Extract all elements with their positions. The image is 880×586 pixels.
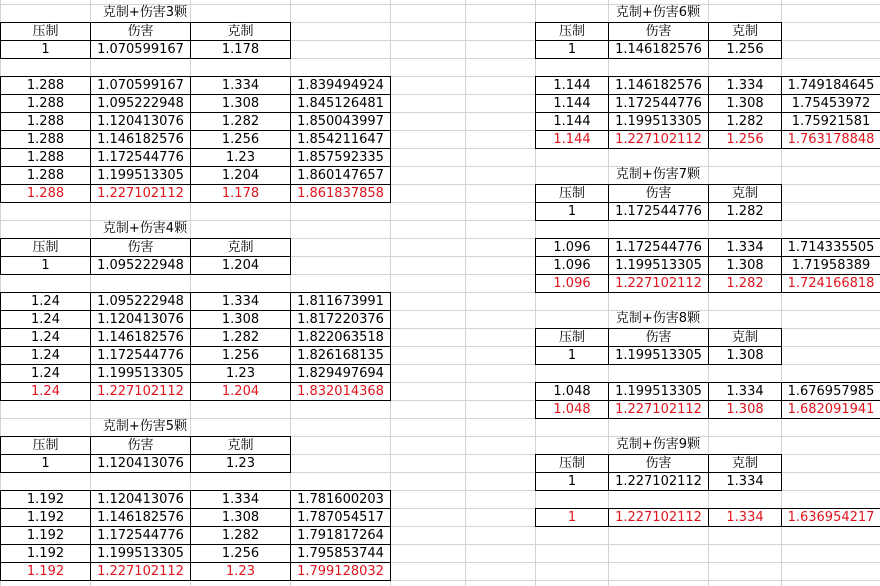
param-cell[interactable]: 1 bbox=[535, 472, 609, 491]
data-cell[interactable]: 1.724166818 bbox=[781, 274, 880, 293]
header-cell[interactable]: 克制 bbox=[190, 238, 291, 257]
data-cell[interactable]: 1.096 bbox=[535, 256, 609, 275]
data-cell[interactable]: 1.860147657 bbox=[290, 166, 391, 185]
data-cell[interactable]: 1.24 bbox=[0, 364, 91, 383]
data-cell[interactable]: 1.227102112 bbox=[90, 382, 191, 401]
data-cell[interactable]: 1.288 bbox=[0, 184, 91, 203]
data-cell[interactable]: 1.832014368 bbox=[290, 382, 391, 401]
param-cell[interactable]: 1.256 bbox=[708, 40, 782, 59]
data-cell[interactable]: 1.172544776 bbox=[608, 238, 709, 257]
data-cell[interactable]: 1.829497694 bbox=[290, 364, 391, 383]
data-cell[interactable]: 1.192 bbox=[0, 562, 91, 581]
param-cell[interactable]: 1.172544776 bbox=[608, 202, 709, 221]
data-cell[interactable]: 1.857592335 bbox=[290, 148, 391, 167]
data-cell[interactable]: 1.192 bbox=[0, 544, 91, 563]
data-cell[interactable]: 1.839494924 bbox=[290, 76, 391, 95]
section-title[interactable]: 克制+伤害8颗 bbox=[615, 311, 701, 326]
data-cell[interactable]: 1.676957985 bbox=[781, 382, 880, 401]
param-cell[interactable]: 1.146182576 bbox=[608, 40, 709, 59]
data-cell[interactable]: 1.144 bbox=[535, 76, 609, 95]
header-cell[interactable]: 伤害 bbox=[608, 184, 709, 203]
param-cell[interactable]: 1 bbox=[535, 202, 609, 221]
data-cell[interactable]: 1.799128032 bbox=[290, 562, 391, 581]
data-cell[interactable]: 1.172544776 bbox=[90, 346, 191, 365]
data-cell[interactable]: 1.096 bbox=[535, 274, 609, 293]
data-cell[interactable]: 1.334 bbox=[708, 508, 782, 527]
data-cell[interactable]: 1.199513305 bbox=[608, 112, 709, 131]
data-cell[interactable]: 1.288 bbox=[0, 130, 91, 149]
data-cell[interactable]: 1.845126481 bbox=[290, 94, 391, 113]
data-cell[interactable]: 1.308 bbox=[708, 94, 782, 113]
data-cell[interactable]: 1.227102112 bbox=[90, 562, 191, 581]
data-cell[interactable]: 1.227102112 bbox=[90, 184, 191, 203]
data-cell[interactable]: 1.199513305 bbox=[90, 166, 191, 185]
header-cell[interactable]: 克制 bbox=[708, 328, 782, 347]
data-cell[interactable]: 1.288 bbox=[0, 112, 91, 131]
data-cell[interactable]: 1.24 bbox=[0, 382, 91, 401]
header-cell[interactable]: 克制 bbox=[708, 184, 782, 203]
data-cell[interactable]: 1.75921581 bbox=[781, 112, 880, 131]
param-cell[interactable]: 1.334 bbox=[708, 472, 782, 491]
data-cell[interactable]: 1.23 bbox=[190, 562, 291, 581]
header-cell[interactable]: 压制 bbox=[535, 454, 609, 473]
data-cell[interactable]: 1.787054517 bbox=[290, 508, 391, 527]
data-cell[interactable]: 1.256 bbox=[708, 130, 782, 149]
data-cell[interactable]: 1.227102112 bbox=[608, 508, 709, 527]
header-cell[interactable]: 伤害 bbox=[90, 22, 191, 41]
data-cell[interactable]: 1.199513305 bbox=[90, 544, 191, 563]
data-cell[interactable]: 1.811673991 bbox=[290, 292, 391, 311]
data-cell[interactable]: 1.24 bbox=[0, 328, 91, 347]
header-cell[interactable]: 压制 bbox=[0, 22, 91, 41]
header-cell[interactable]: 克制 bbox=[190, 22, 291, 41]
data-cell[interactable]: 1.178 bbox=[190, 184, 291, 203]
data-cell[interactable]: 1.861837858 bbox=[290, 184, 391, 203]
data-cell[interactable]: 1.120413076 bbox=[90, 112, 191, 131]
data-cell[interactable]: 1.172544776 bbox=[90, 526, 191, 545]
data-cell[interactable]: 1.308 bbox=[190, 310, 291, 329]
data-cell[interactable]: 1.282 bbox=[190, 526, 291, 545]
data-cell[interactable]: 1.826168135 bbox=[290, 346, 391, 365]
data-cell[interactable]: 1.763178848 bbox=[781, 130, 880, 149]
param-cell[interactable]: 1.199513305 bbox=[608, 346, 709, 365]
data-cell[interactable]: 1.308 bbox=[190, 94, 291, 113]
section-title[interactable]: 克制+伤害4颗 bbox=[102, 221, 188, 236]
data-cell[interactable]: 1.070599167 bbox=[90, 76, 191, 95]
param-cell[interactable]: 1.23 bbox=[190, 454, 291, 473]
header-cell[interactable]: 伤害 bbox=[608, 328, 709, 347]
data-cell[interactable]: 1.204 bbox=[190, 382, 291, 401]
data-cell[interactable]: 1.172544776 bbox=[608, 94, 709, 113]
data-cell[interactable]: 1.282 bbox=[190, 328, 291, 347]
data-cell[interactable]: 1.791817264 bbox=[290, 526, 391, 545]
data-cell[interactable]: 1.096 bbox=[535, 238, 609, 257]
data-cell[interactable]: 1.854211647 bbox=[290, 130, 391, 149]
data-cell[interactable]: 1 bbox=[535, 508, 609, 527]
header-cell[interactable]: 压制 bbox=[0, 436, 91, 455]
data-cell[interactable]: 1.23 bbox=[190, 148, 291, 167]
param-cell[interactable]: 1.070599167 bbox=[90, 40, 191, 59]
data-cell[interactable]: 1.199513305 bbox=[608, 256, 709, 275]
data-cell[interactable]: 1.227102112 bbox=[608, 130, 709, 149]
data-cell[interactable]: 1.24 bbox=[0, 310, 91, 329]
data-cell[interactable]: 1.682091941 bbox=[781, 400, 880, 419]
data-cell[interactable]: 1.822063518 bbox=[290, 328, 391, 347]
data-cell[interactable]: 1.334 bbox=[190, 76, 291, 95]
section-title[interactable]: 克制+伤害5颗 bbox=[102, 419, 188, 434]
data-cell[interactable]: 1.192 bbox=[0, 526, 91, 545]
data-cell[interactable]: 1.636954217 bbox=[781, 508, 880, 527]
data-cell[interactable]: 1.095222948 bbox=[90, 94, 191, 113]
data-cell[interactable]: 1.71958389 bbox=[781, 256, 880, 275]
data-cell[interactable]: 1.282 bbox=[190, 112, 291, 131]
header-cell[interactable]: 伤害 bbox=[608, 454, 709, 473]
data-cell[interactable]: 1.144 bbox=[535, 112, 609, 131]
param-cell[interactable]: 1.095222948 bbox=[90, 256, 191, 275]
param-cell[interactable]: 1 bbox=[0, 454, 91, 473]
data-cell[interactable]: 1.256 bbox=[190, 346, 291, 365]
data-cell[interactable]: 1.308 bbox=[708, 400, 782, 419]
data-cell[interactable]: 1.850043997 bbox=[290, 112, 391, 131]
param-cell[interactable]: 1.308 bbox=[708, 346, 782, 365]
data-cell[interactable]: 1.095222948 bbox=[90, 292, 191, 311]
data-cell[interactable]: 1.75453972 bbox=[781, 94, 880, 113]
data-cell[interactable]: 1.282 bbox=[708, 112, 782, 131]
data-cell[interactable]: 1.048 bbox=[535, 382, 609, 401]
header-cell[interactable]: 压制 bbox=[0, 238, 91, 257]
data-cell[interactable]: 1.048 bbox=[535, 400, 609, 419]
header-cell[interactable]: 伤害 bbox=[608, 22, 709, 41]
header-cell[interactable]: 伤害 bbox=[90, 238, 191, 257]
data-cell[interactable]: 1.146182576 bbox=[90, 328, 191, 347]
data-cell[interactable]: 1.144 bbox=[535, 130, 609, 149]
data-cell[interactable]: 1.288 bbox=[0, 76, 91, 95]
data-cell[interactable]: 1.146182576 bbox=[90, 130, 191, 149]
data-cell[interactable]: 1.334 bbox=[708, 76, 782, 95]
header-cell[interactable]: 压制 bbox=[535, 22, 609, 41]
data-cell[interactable]: 1.288 bbox=[0, 148, 91, 167]
param-cell[interactable]: 1 bbox=[0, 40, 91, 59]
data-cell[interactable]: 1.24 bbox=[0, 346, 91, 365]
header-cell[interactable]: 克制 bbox=[708, 454, 782, 473]
data-cell[interactable]: 1.120413076 bbox=[90, 490, 191, 509]
data-cell[interactable]: 1.334 bbox=[190, 292, 291, 311]
data-cell[interactable]: 1.781600203 bbox=[290, 490, 391, 509]
data-cell[interactable]: 1.192 bbox=[0, 508, 91, 527]
data-cell[interactable]: 1.749184645 bbox=[781, 76, 880, 95]
section-title[interactable]: 克制+伤害3颗 bbox=[102, 5, 188, 20]
data-cell[interactable]: 1.227102112 bbox=[608, 400, 709, 419]
section-title[interactable]: 克制+伤害9颗 bbox=[615, 437, 701, 452]
data-cell[interactable]: 1.146182576 bbox=[608, 76, 709, 95]
param-cell[interactable]: 1 bbox=[535, 346, 609, 365]
data-cell[interactable]: 1.120413076 bbox=[90, 310, 191, 329]
header-cell[interactable]: 压制 bbox=[535, 328, 609, 347]
data-cell[interactable]: 1.23 bbox=[190, 364, 291, 383]
data-cell[interactable]: 1.144 bbox=[535, 94, 609, 113]
data-cell[interactable]: 1.817220376 bbox=[290, 310, 391, 329]
data-cell[interactable]: 1.199513305 bbox=[90, 364, 191, 383]
param-cell[interactable]: 1 bbox=[535, 40, 609, 59]
data-cell[interactable]: 1.795853744 bbox=[290, 544, 391, 563]
data-cell[interactable]: 1.714335505 bbox=[781, 238, 880, 257]
param-cell[interactable]: 1.227102112 bbox=[608, 472, 709, 491]
data-cell[interactable]: 1.146182576 bbox=[90, 508, 191, 527]
param-cell[interactable]: 1.120413076 bbox=[90, 454, 191, 473]
data-cell[interactable]: 1.308 bbox=[708, 256, 782, 275]
data-cell[interactable]: 1.204 bbox=[190, 166, 291, 185]
data-cell[interactable]: 1.334 bbox=[708, 382, 782, 401]
header-cell[interactable]: 伤害 bbox=[90, 436, 191, 455]
data-cell[interactable]: 1.308 bbox=[190, 508, 291, 527]
param-cell[interactable]: 1.178 bbox=[190, 40, 291, 59]
data-cell[interactable]: 1.192 bbox=[0, 490, 91, 509]
data-cell[interactable]: 1.334 bbox=[190, 490, 291, 509]
data-cell[interactable]: 1.256 bbox=[190, 544, 291, 563]
section-title[interactable]: 克制+伤害7颗 bbox=[615, 167, 701, 182]
data-cell[interactable]: 1.282 bbox=[708, 274, 782, 293]
data-cell[interactable]: 1.24 bbox=[0, 292, 91, 311]
header-cell[interactable]: 克制 bbox=[190, 436, 291, 455]
data-cell[interactable]: 1.288 bbox=[0, 166, 91, 185]
data-cell[interactable]: 1.227102112 bbox=[608, 274, 709, 293]
data-cell[interactable]: 1.334 bbox=[708, 238, 782, 257]
param-cell[interactable]: 1 bbox=[0, 256, 91, 275]
data-cell[interactable]: 1.256 bbox=[190, 130, 291, 149]
header-cell[interactable]: 压制 bbox=[535, 184, 609, 203]
param-cell[interactable]: 1.282 bbox=[708, 202, 782, 221]
section-title[interactable]: 克制+伤害6颗 bbox=[615, 5, 701, 20]
data-cell[interactable]: 1.199513305 bbox=[608, 382, 709, 401]
data-cell[interactable]: 1.172544776 bbox=[90, 148, 191, 167]
param-cell[interactable]: 1.204 bbox=[190, 256, 291, 275]
data-cell[interactable]: 1.288 bbox=[0, 94, 91, 113]
header-cell[interactable]: 克制 bbox=[708, 22, 782, 41]
